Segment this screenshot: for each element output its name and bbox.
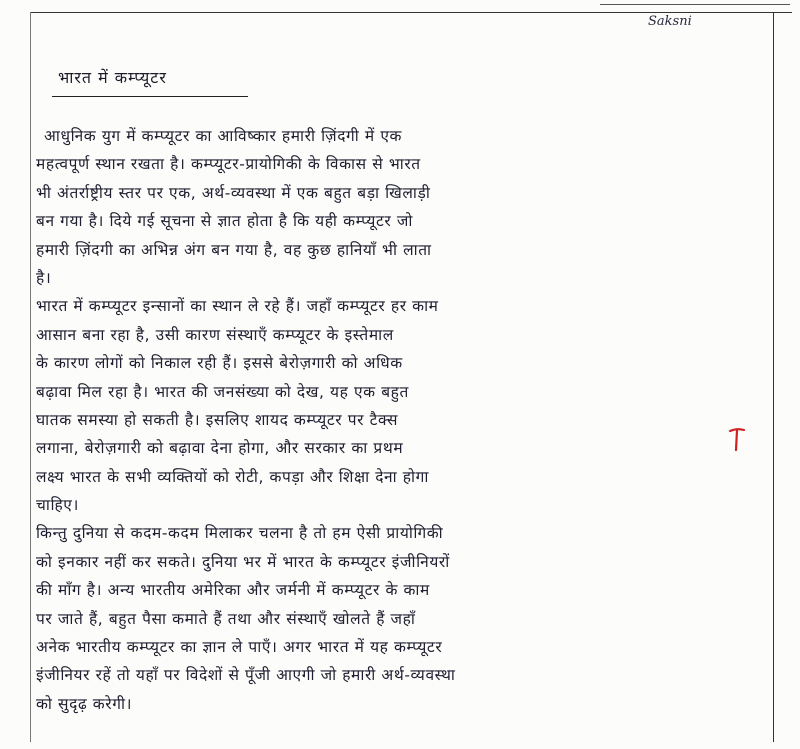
essay-title: भारत में कम्प्यूटर [58, 68, 167, 87]
essay-line: भी अंतर्राष्ट्रीय स्तर पर एक, अर्थ-व्यवस्था में एक बहुत बड़ा खिलाड़ी [36, 183, 431, 202]
top-rule-line [600, 4, 790, 5]
title-underline [52, 96, 248, 97]
essay-line: को इनकार नहीं कर सकते। दुनिया भर में भारत के कम्प्यूटर इंजीनियरों [36, 552, 450, 571]
essay-line: महत्वपूर्ण स्थान रखता है। कम्प्यूटर-प्रायोगिकी के विकास से भारत [36, 155, 421, 174]
essay-line: बन गया है। दिये गई सूचना से ज्ञात होता है कि यही कम्प्यूटर जो [36, 212, 413, 231]
essay-line: पर जाते हैं, बहुत पैसा कमाते हैं तथा और संस्थाएँ खोलते हैं जहाँ [36, 609, 416, 628]
author-name: Saksni [648, 14, 692, 29]
essay-body [36, 122, 776, 718]
essay-line: को सुदृढ़ करेगी। [36, 694, 133, 713]
essay-line: है। [36, 268, 52, 287]
essay-line: आसान बना रहा है, उसी कारण संस्थाएँ कम्प्यूटर के इस्तेमाल [36, 325, 394, 344]
red-correction-mark [728, 426, 746, 458]
essay-line: किन्तु दुनिया से कदम-कदम मिलाकर चलना है तो हम ऐसी प्रायोगिकी [36, 524, 444, 543]
essay-line: चाहिए। [36, 496, 79, 515]
essay-line: लगाना, बेरोज़गारी को बढ़ावा देना होगा, और सरकार का प्रथम [36, 439, 404, 458]
essay-line: लक्ष्य भारत के सभी व्यक्तियों को रोटी, कपड़ा और शिक्षा देना होगा [36, 467, 429, 486]
essay-line: की माँग है। अन्य भारतीय अमेरिका और जर्मनी में कम्प्यूटर के काम [36, 581, 430, 600]
essay-line: के कारण लोगों को निकाल रही हैं। इससे बेरोज़गारी को अधिक [36, 354, 403, 373]
essay-line: हमारी ज़िंदगी का अभिन्न अंग बन गया है, वह कुछ हानियाँ भी लाता [36, 240, 432, 259]
essay-line: बढ़ावा मिल रहा है। भारत की जनसंख्या को देख, यह एक बहुत [36, 382, 409, 401]
essay-line: इंजीनियर रहें तो यहाँ पर विदेशों से पूँजी आएगी जो हमारी अर्थ-व्यवस्था [36, 666, 456, 685]
essay-line: अनेक भारतीय कम्प्यूटर का ज्ञान ले पाएँ। अगर भारत में यह कम्प्यूटर [36, 638, 443, 657]
essay-line: भारत में कम्प्यूटर इन्सानों का स्थान ले रहे हैं। जहाँ कम्प्यूटर हर काम [36, 297, 439, 316]
essay-line: आधुनिक युग में कम्प्यूटर का आविष्कार हमारी ज़िंदगी में एक [44, 127, 402, 145]
page-border-left [30, 12, 31, 742]
essay-line: घातक समस्या हो सकती है। इसलिए शायद कम्प्यूटर पर टैक्स [36, 410, 399, 429]
page-border-top [30, 12, 792, 13]
